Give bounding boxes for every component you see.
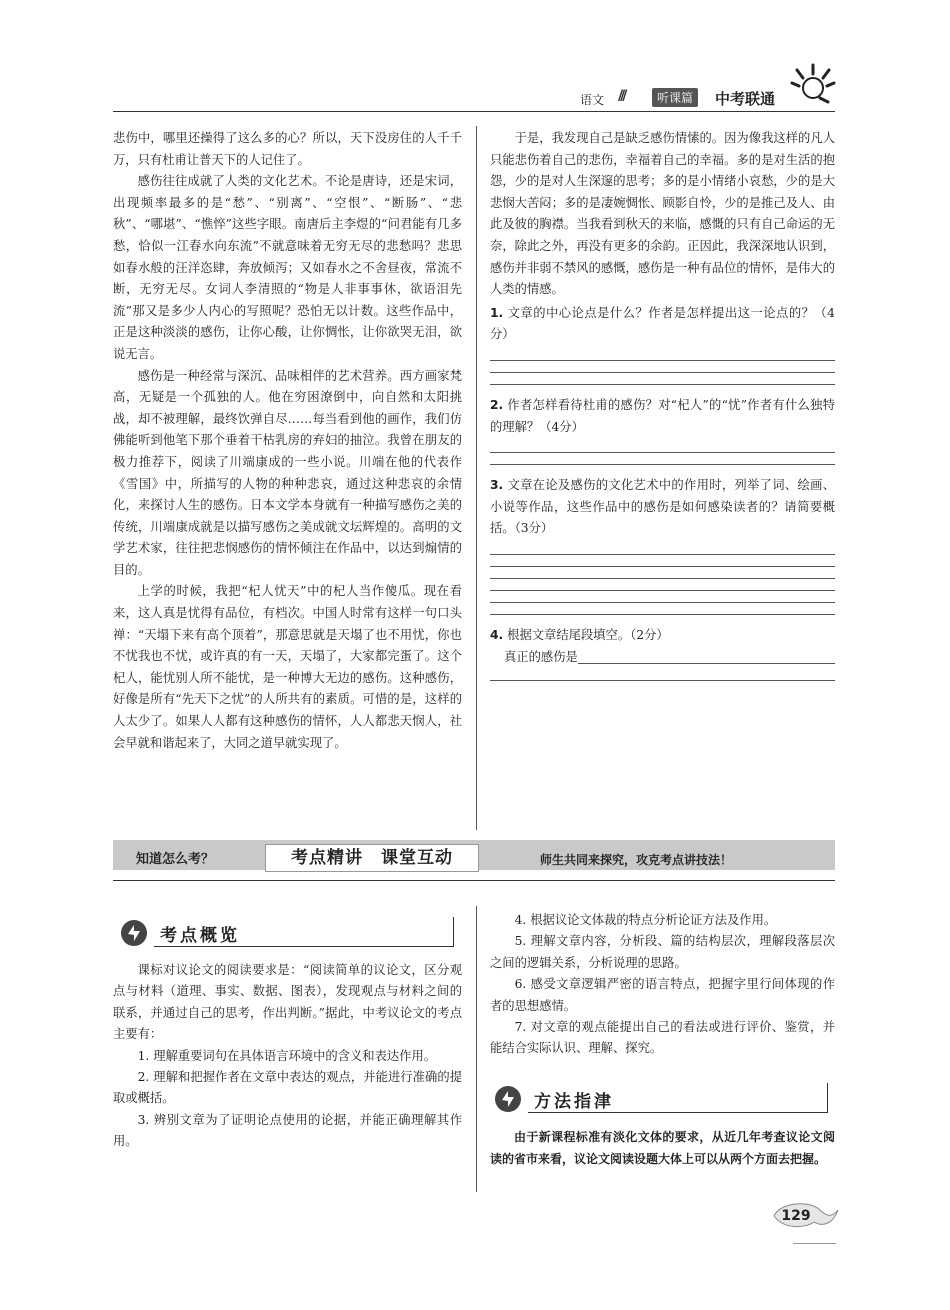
overview-item: 4. 根据议论文体裁的特点分析论证方法及作用。 — [514, 913, 777, 927]
banner-title: 考点精讲 课堂互动 — [265, 844, 479, 872]
overview-right-text — [490, 910, 835, 1060]
article-paragraph: 于是，我发现自己是缺乏感伤情愫的。因为像我这样的凡人只能悲伤着自己的悲伤，幸福着自己的幸福。多的是对生活的抱怨，少的是对人生深邃的思考；多的是小情绪小哀愁，少的是大悲悯大苦闷；多的是凄婉惆怅、顾影自怜，少的是推己及人、由此及彼的胸襟。当我看到秋天的来临，感慨的只有自己命运的无奈，除此之外，再没有更多的余韵。正因此，我深深地认识到，感伤并非弱不禁风的感慨，感伤是一种有品位的情怀，是伟大的人类的情感。 — [490, 131, 835, 297]
column-divider — [476, 906, 477, 1192]
question-1: 1. 文章的中心论点是什么？作者是怎样提出这一论点的？（4分） — [490, 303, 835, 385]
question-3: 3. 文章在论及感伤的文化艺术中的作用时，列举了词、绘画、小说等作品，这些作品中的感伤是如何感染读者的？请简要概括。（3分） — [490, 475, 835, 615]
answer-line[interactable] — [490, 578, 835, 579]
answer-line[interactable] — [490, 384, 835, 385]
answer-line[interactable] — [490, 590, 835, 591]
article-paragraph: 感伤往往成就了人类的文化艺术。不论是唐诗，还是宋词，出现频率最多的是“愁”、“别离”、“空恨”、“断肠”、“悲秋”、“哪堪”、“憔悴”这些字眼。南唐后主李煜的“问君能有几多愁，恰似一江春水向东流”不就意味着无穷无尽的悲愁吗？悲思如春水般的汪洋恣肆，奔放倾泻；又如春水之不舍昼夜，常流不断，无穷无尽。女词人李清照的“物是人非事事休，欲语泪先流”那又是多少人内心的写照呢？恐怕无以计数。这些作品中，正是这种淡淡的感伤，让你心酸，让你惆怅，让你欲哭无泪，欲说无言。 — [113, 174, 462, 361]
article-paragraph: 感伤是一种经常与深沉、品味相伴的艺术营养。西方画家梵高，无疑是一个孤独的人。他在穷困潦倒中，向自然和太阳挑战，却不被理解，最终饮弹自尽……每当看到他的画作，我们仿佛能听到他笔下那个垂着干枯乳房的弃妇的抽泣。我曾在朋友的极力推荐下，阅读了川端康成的一些小说。川端在他的代表作《雪国》中，所描写的人物的种种悲哀，通过这种悲哀的余情化，来探讨人生的感伤。日本文学本身就有一种描写感伤之美的传统，川端康成就是以描写感伤之美成就文坛辉煌的。高明的文学艺术家，往往把悲悯感伤的情怀倾注在作品中，以达到煽情的目的。 — [113, 368, 462, 577]
fill-prompt: 真正的感伤是 — [504, 649, 578, 664]
answer-line[interactable] — [490, 602, 835, 603]
page-number-rule — [793, 1243, 836, 1244]
question-text: 根据文章结尾段填空。（2分） — [507, 627, 669, 642]
article-paragraph: 悲伤中，哪里还操得了这么多的心？所以，天下没房住的人千千万，只有杜甫让普天下的人记住了。 — [113, 131, 462, 167]
article-right-column — [490, 128, 835, 691]
banner-left-text: 知道怎么考？ — [136, 852, 215, 867]
answer-line[interactable] — [490, 464, 835, 465]
header-subject: 语文 — [580, 93, 605, 107]
overview-item: 1. 理解重要词句在具体语言环境中的含义和表达作用。 — [137, 1048, 437, 1063]
method-text-block — [490, 1126, 835, 1170]
overview-item: 3. 辨别文章为了证明论点使用的论据，并能正确理解其作用。 — [113, 1112, 462, 1149]
header-tag: 听课篇 — [652, 88, 698, 107]
question-2: 2. 作者怎样看待杜甫的感伤？对“杞人”的“忧”作者有什么独特的理解？（4分） — [490, 395, 835, 465]
article-paragraph: 上学的时候，我把“杞人忧天”中的杞人当作傻瓜。现在看来，这人真是忧得有品位，有档次。中国人时常有这样一句口头禅：“天塌下来有高个顶着”，那意思就是天塌了也不用忧，你也不忧我也不忧，或许真的有一天，天塌了，大家都完蛋了。这个杞人，能忧别人所不能忧，是一种博大无边的感伤。这种感伤，好像是所有“先天下之忧”的人所共有的素质。可惜的是，这样的人太少了。如果人人都有这种感伤的情怀，人人都悲天悯人，社会早就和谐起来了，大同之道早就实现了。 — [113, 584, 462, 750]
question-text: 作者怎样看待杜甫的感伤？对“杞人”的“忧”作者有什么独特的理解？（4分） — [490, 397, 835, 434]
overview-item: 6. 感受文章逻辑严密的语言特点，把握字里行间体现的作者的思想感情。 — [490, 977, 835, 1013]
section-heading-method — [494, 1083, 828, 1113]
section-title: 方法指津 — [534, 1092, 614, 1112]
answer-line[interactable] — [490, 680, 835, 681]
header-rule — [113, 111, 835, 112]
overview-item: 2. 理解和把握作者在文章中表达的观点，并能进行准确的提取或概括。 — [113, 1070, 462, 1106]
section-arrow-icon — [494, 1085, 522, 1113]
answer-line[interactable] — [490, 554, 835, 555]
overview-item: 7. 对文章的观点能提出自己的看法或进行评价、鉴赏，并能结合实际认识、理解、探究。 — [490, 1020, 835, 1056]
fill-blank-line[interactable] — [578, 649, 835, 664]
sun-logo-icon — [790, 62, 836, 108]
question-text: 文章在论及感伤的文化艺术中的作用时，列举了词、绘画、小说等作品，这些作品中的感伤是如何感染读者的？请简要概括。（3分） — [490, 478, 835, 536]
method-paragraph: 由于新课程标准有淡化文体的要求，从近几年考查议论文阅读的省市来看，议论文阅读设题大体上可以从两个方面去把握。 — [490, 1130, 835, 1166]
question-4: 4. 根据文章结尾段填空。（2分） 真正的感伤是 — [490, 625, 835, 681]
overview-intro: 课标对议论文的阅读要求是：“阅读简单的议论文，区分观点与材料（道理、事实、数据、图表），发现观点与材料之间的联系，并通过自己的思考，作出判断。”据此，中考议论文的考点主要有： — [113, 963, 462, 1042]
header-brand: 中考联通 — [715, 90, 776, 108]
page-number: 129 — [781, 1208, 811, 1224]
column-divider — [476, 126, 477, 830]
answer-line[interactable] — [490, 614, 835, 615]
article-left-column — [113, 128, 462, 754]
header-slash-icon: /// — [618, 88, 625, 104]
overview-left-text — [113, 960, 462, 1153]
answer-line[interactable] — [490, 566, 835, 567]
answer-line[interactable] — [490, 360, 835, 361]
section-title: 考点概览 — [160, 926, 240, 946]
answer-line[interactable] — [490, 452, 835, 453]
section-heading-overview — [120, 917, 454, 947]
banner-right-text: 师生共同来探究，攻克考点讲技法！ — [540, 853, 733, 867]
section-arrow-icon — [120, 919, 148, 947]
answer-line[interactable] — [490, 372, 835, 373]
overview-item: 5. 理解文章内容，分析段、篇的结构层次，理解段落层次之间的逻辑关系，分析说理的思路。 — [490, 934, 835, 970]
question-text: 文章的中心论点是什么？作者是怎样提出这一论点的？（4分） — [490, 305, 835, 342]
banner-rule — [113, 880, 835, 881]
